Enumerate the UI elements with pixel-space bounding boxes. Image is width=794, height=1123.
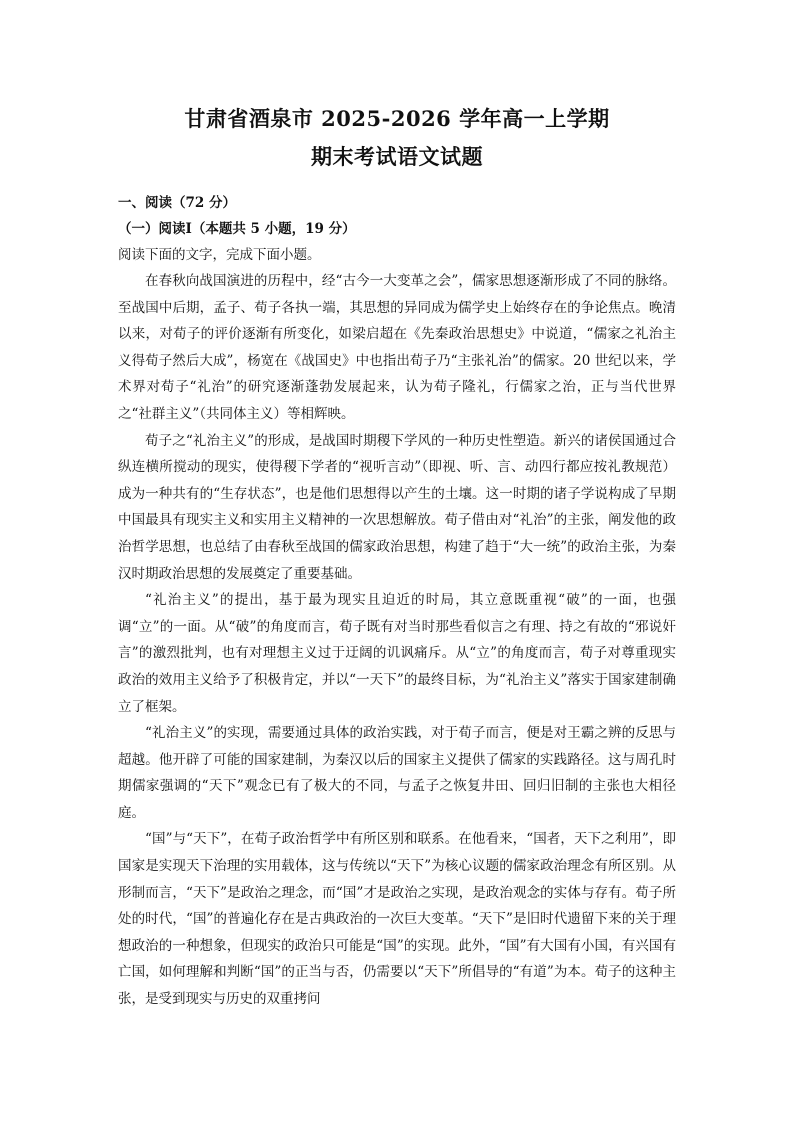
passage-paragraph-4: “礼治主义”的实现，需要通过具体的政治实践，对于荀子而言，便是对王霸之辨的反思与超越。他开辟了可能的国家建制，为秦汉以后的国家主义提供了儒家的实践路径。这与周孔时期儒家强调的“天下”观念已有了极大的不同，与孟子之恢复井田、回归旧制的主张也大相径庭。 [118, 725, 676, 821]
document-title-line-1: 甘肃省酒泉市 2025-2026 学年高一上学期 [184, 106, 610, 131]
reading-instruction: 阅读下面的文字，完成下面小题。 [118, 247, 321, 263]
subsection-heading-reading-1: （一）阅读Ⅰ（本题共 5 小题，19 分） [118, 221, 356, 237]
passage-paragraph-5: “国”与“天下”，在荀子政治哲学中有所区别和联系。在他看来，“国者，天下之利用”，即国家是实现天下治理的实用载体，这与传统以“天下”为核心议题的儒家政治理念有所区别。从形制而言，“天下”是政治之理念，而“国”才是政治之实现，是政治观念的实体与存有。荀子所处的时代，“国”的普遍化存在是古典政治的一次巨大变革。“天下”是旧时代遗留下来的关于理想政治的一种想象，但现实的政治只可能是“国”的实现。此外，“国”有大国有小国，有兴国有亡国，如何理解和判断“国”的正当与否，仍需要以“天下”所倡导的“有道”为本。荀子的这种主张，是受到现实与历史的双重拷问 [118, 831, 676, 1008]
section-heading-reading: 一、阅读（72 分） [118, 195, 236, 211]
document-title-line-2: 期末考试语文试题 [311, 144, 483, 169]
passage-paragraph-1: 在春秋向战国演进的历程中，经“古今一大变革之会”，儒家思想逐渐形成了不同的脉络。至战国中后期，孟子、荀子各执一端，其思想的异同成为儒学史上始终存在的争论焦点。晚清以来，对荀子的评价逐渐有所变化，如梁启超在《先秦政治思想史》中说道，“儒家之礼治主义得荀子然后大成”，杨宽在《战国史》中也指出荀子乃“主张礼治”的儒家。20 世纪以来，学术界对荀子“礼治”的研究逐渐蓬勃发展起来，认为荀子隆礼，行儒家之治，正与当代世界之“社群主义”（共同体主义）等相辉映。 [118, 273, 676, 422]
passage-paragraph-3: “礼治主义”的提出，基于最为现实且迫近的时局，其立意既重视“破”的一面，也强调“立”的一面。从“破”的角度而言，荀子既有对当时那些看似言之有理、持之有故的“邪说奸言”的激烈批判，也有对理想主义过于迂阔的讥讽痛斥。从“立”的角度而言，荀子对尊重现实政治的效用主义给予了积极肯定，并以“一天下”的最终目标，为“礼治主义”落实于国家建制确立了框架。 [118, 592, 676, 715]
passage-paragraph-2: 荀子之“礼治主义”的形成，是战国时期稷下学风的一种历史性塑造。新兴的诸侯国通过合纵连横所搅动的现实，使得稷下学者的“视听言动”（即视、听、言、动四行都应按礼教规范）成为一种共有的“生存状态”，也是他们思想得以产生的土壤。这一时期的诸子学说构成了早期中国最具有现实主义和实用主义精神的一次思想解放。荀子借由对“礼治”的主张，阐发他的政治哲学思想，也总结了由春秋至战国的儒家政治思想，构建了趋于“大一统”的政治主张，为秦汉时期政治思想的发展奠定了重要基础。 [118, 432, 676, 582]
